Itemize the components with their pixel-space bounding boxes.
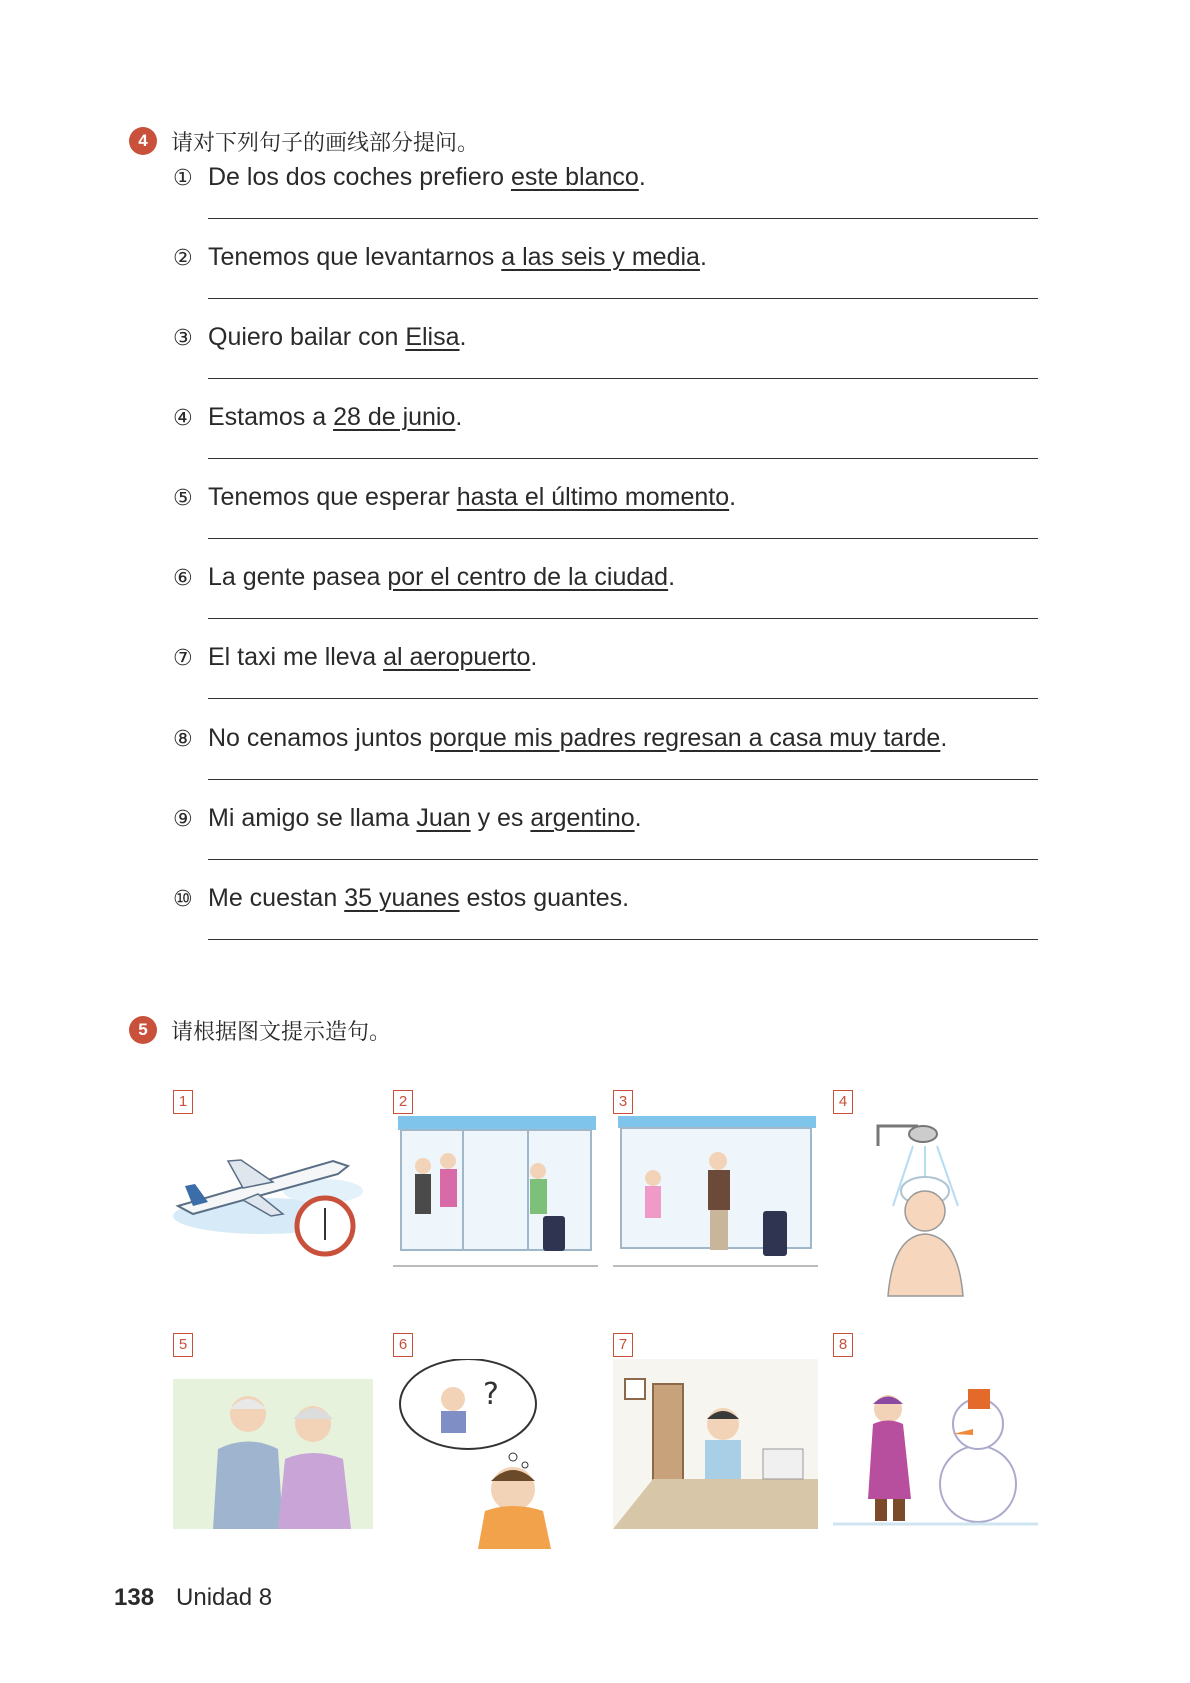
underlined-part: Juan bbox=[416, 804, 471, 832]
sentence-text: Tenemos que esperar bbox=[208, 483, 457, 511]
boy-phone-thinking-icon bbox=[393, 1359, 598, 1549]
picture-label: 7 bbox=[613, 1333, 633, 1357]
office-worker-icon bbox=[613, 1359, 818, 1549]
sentence bbox=[173, 801, 1053, 837]
picture-7 bbox=[613, 1333, 818, 1543]
section-5-header bbox=[129, 1013, 391, 1047]
sentence bbox=[173, 881, 1053, 917]
item-number: ⑨ bbox=[173, 807, 193, 832]
sentence bbox=[173, 160, 1053, 196]
item-number: ⑧ bbox=[173, 727, 193, 752]
unit-label: Unidad 8 bbox=[176, 1584, 273, 1611]
girl-snowman-icon bbox=[833, 1359, 1038, 1549]
picture-label: 6 bbox=[393, 1333, 413, 1357]
sentence-text: La gente pasea bbox=[208, 563, 388, 591]
exercise-item bbox=[173, 320, 1053, 390]
answer-line[interactable] bbox=[208, 538, 1038, 539]
exercise-item bbox=[173, 480, 1053, 550]
picture-3 bbox=[613, 1090, 818, 1300]
sentence bbox=[173, 640, 1053, 676]
underlined-part: 28 de junio bbox=[333, 403, 456, 431]
underlined-part: porque mis padres regresan a casa muy tarde bbox=[428, 724, 941, 752]
sentence-text: . bbox=[459, 323, 467, 351]
item-number: ④ bbox=[173, 406, 193, 431]
underlined-part: 35 yuanes bbox=[344, 884, 460, 912]
shower-boy-icon bbox=[833, 1116, 1038, 1306]
sentence-text: El taxi me lleva bbox=[208, 643, 384, 671]
sentence bbox=[173, 560, 1053, 596]
picture-5 bbox=[173, 1333, 378, 1543]
sentence-text: . bbox=[638, 163, 646, 191]
sentence bbox=[173, 480, 1053, 516]
section-4-badge: 4 bbox=[129, 127, 157, 155]
answer-line[interactable] bbox=[208, 298, 1038, 299]
section-4-title: 请对下列句子的画线部分提问。 bbox=[171, 130, 480, 156]
section-5-badge: 5 bbox=[129, 1016, 157, 1044]
picture-1 bbox=[173, 1090, 378, 1300]
answer-line[interactable] bbox=[208, 859, 1038, 860]
exercise-item bbox=[173, 721, 1053, 791]
picture-4 bbox=[833, 1090, 1038, 1300]
exercise-item bbox=[173, 801, 1053, 871]
picture-label: 2 bbox=[393, 1090, 413, 1114]
picture-6 bbox=[393, 1333, 598, 1543]
picture-label: 4 bbox=[833, 1090, 853, 1114]
underlined-part: a las seis y media bbox=[501, 243, 700, 271]
sentence bbox=[173, 400, 1053, 436]
picture-label: 3 bbox=[613, 1090, 633, 1114]
exercise-item bbox=[173, 881, 1053, 951]
svg-text:?: ? bbox=[483, 1377, 499, 1412]
underlined-part: este blanco bbox=[510, 163, 639, 191]
section-5-title: 请根据图文提示造句。 bbox=[171, 1019, 392, 1045]
sentence-text: . bbox=[455, 403, 463, 431]
sentence-text: De los dos coches prefiero bbox=[208, 163, 511, 191]
sentence bbox=[173, 240, 1053, 276]
sentence-text: Estamos a bbox=[208, 403, 334, 431]
item-number: ⑤ bbox=[173, 486, 193, 511]
picture-label: 1 bbox=[173, 1090, 193, 1114]
sentence-text: Mi amigo se llama bbox=[208, 804, 417, 832]
airport-greeting-icon bbox=[613, 1116, 818, 1296]
answer-line[interactable] bbox=[208, 218, 1038, 219]
sentence-text: Tenemos que levantarnos bbox=[208, 243, 502, 271]
item-number: ⑦ bbox=[173, 646, 193, 671]
sentence-text: . bbox=[940, 724, 948, 752]
sentence-text: . bbox=[668, 563, 676, 591]
picture-2 bbox=[393, 1090, 598, 1300]
exercise-item bbox=[173, 240, 1053, 310]
exercise-item bbox=[173, 400, 1053, 470]
underlined-part: hasta el último momento bbox=[456, 483, 730, 511]
picture-label: 5 bbox=[173, 1333, 193, 1357]
page-footer bbox=[114, 1584, 272, 1612]
item-number: ⑥ bbox=[173, 566, 193, 591]
item-number: ③ bbox=[173, 326, 193, 351]
answer-line[interactable] bbox=[208, 939, 1038, 940]
sentence bbox=[173, 721, 1053, 757]
sentence-text: . bbox=[699, 243, 707, 271]
sentence-text: Quiero bailar con bbox=[208, 323, 406, 351]
sentence-text: . bbox=[729, 483, 737, 511]
sentence-text: y es bbox=[470, 804, 531, 832]
answer-line[interactable] bbox=[208, 458, 1038, 459]
answer-line[interactable] bbox=[208, 618, 1038, 619]
exercise-item bbox=[173, 160, 1053, 230]
item-number: ① bbox=[173, 166, 193, 191]
sentence-text: . bbox=[634, 804, 642, 832]
underlined-part: argentino bbox=[530, 804, 635, 832]
item-number: ② bbox=[173, 246, 193, 271]
underlined-part: al aeropuerto bbox=[383, 643, 531, 671]
sentence-text: . bbox=[530, 643, 538, 671]
item-number: ⑩ bbox=[173, 887, 193, 912]
exercise-item bbox=[173, 560, 1053, 630]
exercise-item bbox=[173, 640, 1053, 710]
section-4-header bbox=[129, 124, 479, 158]
answer-line[interactable] bbox=[208, 779, 1038, 780]
airplane-clock-icon bbox=[173, 1116, 378, 1296]
sentence-text: Me cuestan bbox=[208, 884, 345, 912]
sentence bbox=[173, 320, 1053, 356]
answer-line[interactable] bbox=[208, 698, 1038, 699]
picture-8 bbox=[833, 1333, 1038, 1543]
underlined-part: por el centro de la ciudad bbox=[387, 563, 669, 591]
sentence-text: estos guantes. bbox=[459, 884, 630, 912]
answer-line[interactable] bbox=[208, 378, 1038, 379]
airport-travelers-icon bbox=[393, 1116, 598, 1296]
elderly-couple-icon bbox=[173, 1359, 378, 1539]
page-number: 138 bbox=[114, 1584, 155, 1611]
picture-label: 8 bbox=[833, 1333, 853, 1357]
underlined-part: Elisa bbox=[405, 323, 460, 351]
sentence-text: No cenamos juntos bbox=[208, 724, 429, 752]
